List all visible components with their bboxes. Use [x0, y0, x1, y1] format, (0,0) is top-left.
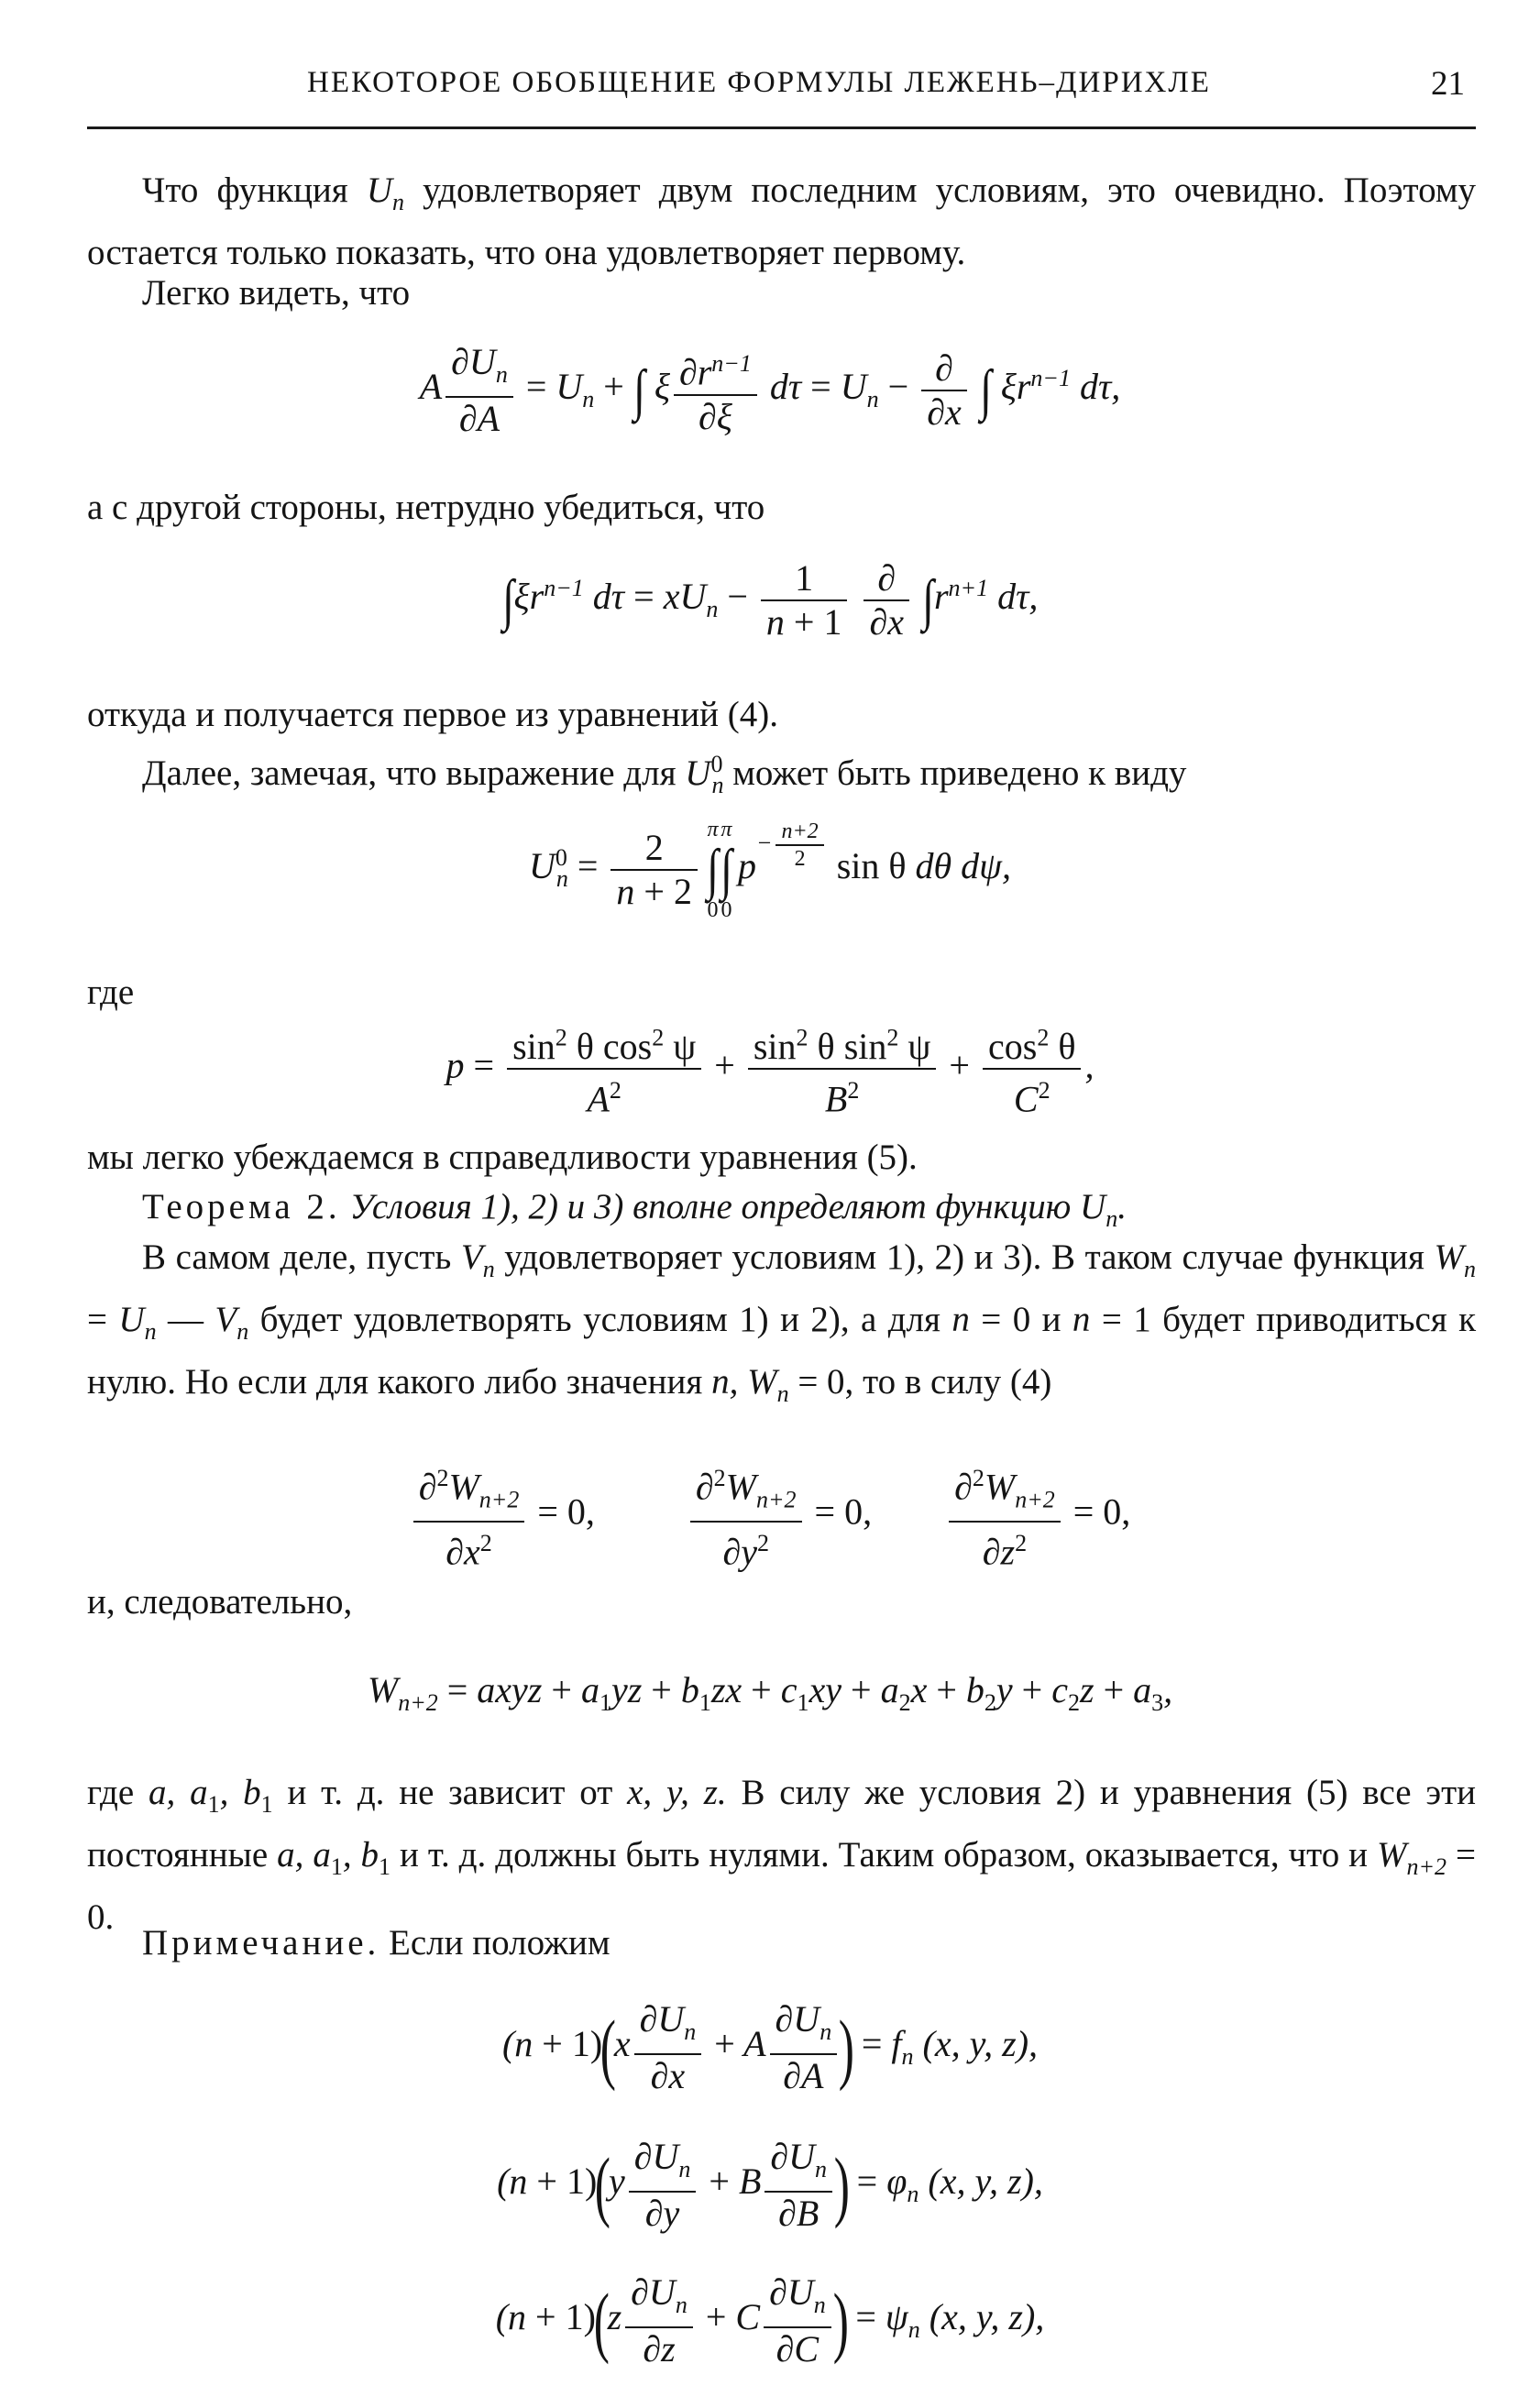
equation-4: p = $\frac{\sin^2 \theta \cos^2 \psi}{A^2}$ + $\frac{\sin^2 \theta \sin^2 \psi}{B^2}$ + $\frac{\cos^2 \theta}{C^2}$ ,: [0, 1017, 1540, 1121]
paragraph-10-part-c: В силу же условия 2) и уравнения (5) все эти постоянные: [87, 1773, 1477, 1875]
paragraph-8-part-e: будет приводиться к нулю. Но если для какого либо значения: [87, 1299, 1477, 1402]
inline-math: n = 1: [1072, 1299, 1151, 1339]
inline-math: a, $a_1$, $b_1$: [277, 1834, 391, 1880]
paragraph-8-part-a: В самом деле, пусть: [142, 1237, 452, 1277]
paragraph-1-end: удовлетворяет двум последним условиям, это очевидно. Поэтому остается только показать, что она удовлетворяет первому.: [87, 170, 1477, 272]
paragraph-10: [87, 1767, 1476, 1942]
paragraph-5: [87, 739, 1476, 810]
page-number: 21: [1431, 65, 1465, 103]
paragraph-9: [87, 1577, 1476, 1627]
paragraph-2: [87, 268, 1476, 318]
running-header: [87, 62, 1476, 129]
inline-math: $W_{n+2} = 0$.: [87, 1834, 1477, 1937]
equation-9: (n + 1)(z $\frac{\partial U_n}{\partial z}$ + C $\frac{\partial U_n}{\partial C}$ ) = $\psi_n$ (x, y, z),: [495, 2271, 1045, 2370]
inline-math: n, $W_n = 0$,: [711, 1361, 854, 1407]
paragraph-8-part-c: будет удовлетворять условиям 1) и 2), а для: [259, 1299, 940, 1339]
paragraph-8: [87, 1232, 1476, 1418]
theorem-label: Теорема 2.: [142, 1187, 341, 1226]
paragraph-5-start: Далее, замечая, что выражение для: [142, 753, 676, 793]
note: [87, 1918, 1476, 1968]
paragraph-3-text: а с другой стороны, нетрудно убедиться, что: [87, 488, 765, 527]
equation-5: $\frac{\partial^2W_{n+2}}{\partial x^2}$ = 0, $\frac{\partial^2W_{n+2}}{\partial y^2}$ = 0, $\frac{\partial^2W_{n+2}}{\partial z^2}$ = 0,: [0, 1457, 1540, 1574]
theorem-text: Условия 1), 2) и 3) вполне определяют функцию: [349, 1187, 1072, 1226]
paragraph-8-part-f: то в силу (4): [863, 1361, 1052, 1402]
equation-7: (n + 1)(x $\frac{\partial U_n}{\partial x}$ + A $\frac{\partial U_n}{\partial A}$ ) = $f_n$ (x, y, z),: [501, 1998, 1039, 2096]
paragraph-6: [87, 967, 1476, 1017]
paragraph-7-text: мы легко убеждаемся в справедливости уравнения (5).: [87, 1138, 918, 1177]
paragraph-10-part-a: где: [87, 1773, 135, 1812]
equation-3: $U^0_n$ = $\frac{2}{n + 2}$ π ∫ 0 π ∫ 0 $p^{- \frac{n+2}{2}}$ sin θ dθ dψ,: [528, 818, 1012, 922]
paragraph-4-text: откуда и получается первое из уравнений (4).: [87, 695, 778, 734]
note-text: Если положим: [389, 1923, 610, 1963]
paragraph-8-part-b: удовлетворяет условиям 1), 2) и 3). В таком случае функция: [504, 1237, 1424, 1277]
paragraph-8-part-d: и: [1041, 1299, 1062, 1339]
equation-2: $\int\xi r^{n-1}$ $d\tau = xU_n$ − $\frac{1}{n + 1}$ $\frac{\partial}{\partial x}$ $\int r^{n+1}$ dτ,: [501, 557, 1039, 643]
paragraph-1-start: Что функция: [142, 170, 348, 210]
paragraph-2-text: Легко видеть, что: [142, 273, 411, 313]
header-title: НЕКОТОРОЕ ОБОБЩЕНИЕ ФОРМУЛЫ ЛЕЖЕНЬ–ДИРИХЛЕ: [307, 66, 1211, 99]
paragraph-5-end: может быть приведено к виду: [732, 753, 1187, 793]
paragraph-10-part-d: и т. д. должны быть нулями. Таким образом, оказывается, что и: [400, 1834, 1369, 1875]
inline-math: $U_n$: [366, 170, 404, 215]
equation-1: A $\frac{\partial U_n}{\partial A}$ = $U_n$ + ∫ ξ $\frac{\partial r^{n-1}}{\partial\xi}$ $d\tau = U_n$ − $\frac{\partial}{\partial x}$ ∫ $\xi r^{n-1}$ dτ,: [419, 341, 1121, 439]
inline-math: x, y, z.: [627, 1773, 727, 1812]
inline-math: $W_n = U_n$ — $V_n$: [87, 1237, 1476, 1345]
inline-math: n = 0: [952, 1299, 1031, 1339]
paragraph-1: [87, 165, 1476, 278]
inline-math: $U^0_n$: [685, 751, 724, 798]
paragraph-3: [87, 482, 1476, 533]
equation-6: $W_{n+2}$ = axyz + $a_1yz + b_1zx + c_1xy + a_2x + b_2y + c_2z + a_3$,: [367, 1669, 1173, 1716]
paragraph-6-text: где: [87, 973, 135, 1012]
paragraph-10-part-b: и т. д. не зависит от: [287, 1773, 613, 1812]
inline-math: a, $a_1$, $b_1$: [148, 1773, 273, 1818]
paragraph-7: [87, 1132, 1476, 1182]
inline-math: $U_n$.: [1080, 1187, 1127, 1232]
note-label: Примечание.: [142, 1923, 380, 1963]
paragraph-9-text: и, следовательно,: [87, 1582, 353, 1622]
equation-8: (n + 1)(y $\frac{\partial U_n}{\partial y}$ + B $\frac{\partial U_n}{\partial B}$ ) = $\varphi_n$ (x, y, z),: [497, 2136, 1043, 2234]
inline-math: $V_n$: [460, 1237, 495, 1282]
paragraph-4: [87, 689, 1476, 740]
